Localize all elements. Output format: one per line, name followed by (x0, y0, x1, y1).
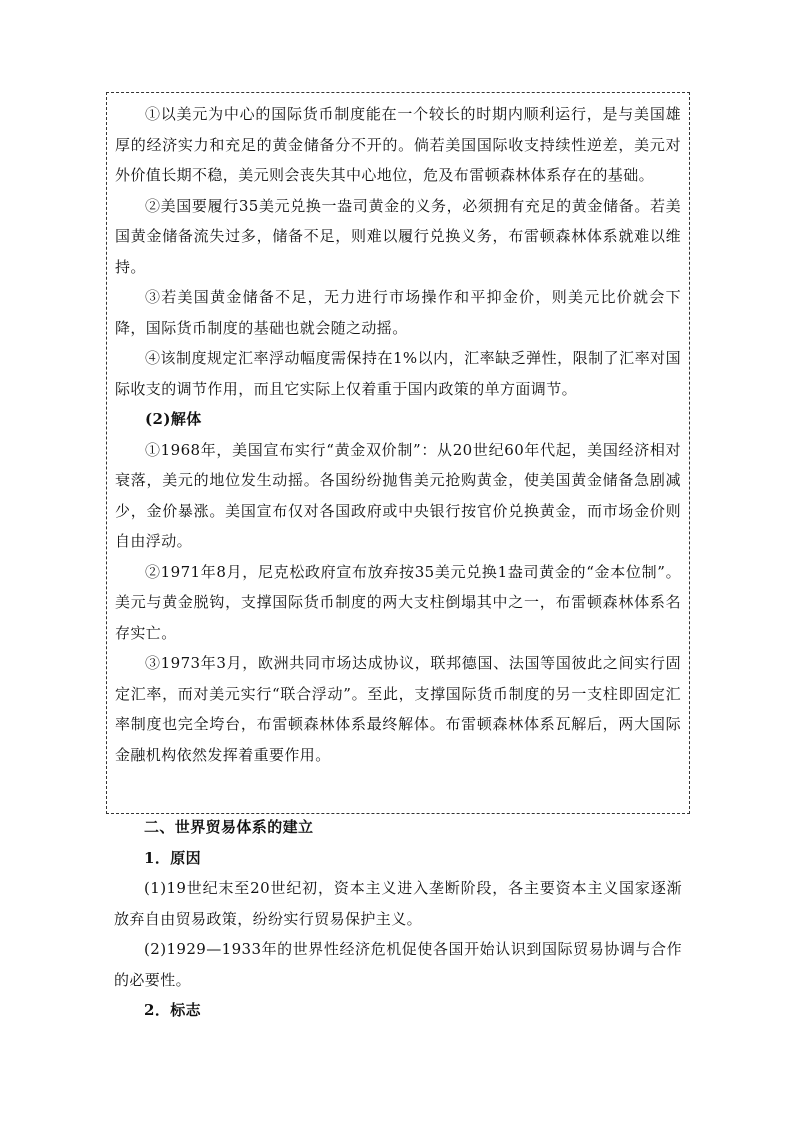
cause-paragraph-2: (2)1929—1933年的世界性经济危机促使各国开始认识到国际贸易协调与合作的必要性。 (114, 940, 682, 989)
box-paragraph-3: ③若美国黄金储备不足，无力进行市场操作和平抑金价，则美元比价就会下降，国际货币制度的基础也就会随之动摇。 (115, 288, 681, 337)
box-paragraph-4: ④该制度规定汇率浮动幅度需保持在1%以内，汇率缺乏弹性，限制了汇率对国际收支的调节作用，而且它实际上仅着重于国内政策的单方面调节。 (115, 349, 681, 398)
dashed-note-box (106, 92, 690, 814)
box-paragraph-5: ①1968年，美国宣布实行“黄金双价制”：从20世纪60年代起，美国经济相对衰落，美元的地位发生动摇。各国纷纷抛售美元抢购黄金，使美国黄金储备急剧减少，金价暴涨。美国宣布仅对各国政府或中央银行按官价兑换黄金，而市场金价则自由浮动。 (115, 440, 681, 550)
subheading-signs: 2．标志 (144, 1001, 202, 1019)
box-subheading-dissolution: (2)解体 (145, 410, 202, 428)
box-paragraph-7: ③1973年3月，欧洲共同市场达成协议，联邦德国、法国等国彼此之间实行固定汇率，而对美元实行“联合浮动”。至此，支撑国际货币制度的另一支柱即固定汇率制度也完全垮台，布雷顿森林体系最终解体。布雷顿森林体系瓦解后，两大国际金融机构依然发挥着重要作用。 (115, 654, 681, 764)
box-paragraph-6: ②1971年8月，尼克松政府宣布放弃按35美元兑换1盎司黄金的“金本位制”。美元与黄金脱钩，支撑国际货币制度的两大支柱倒塌其中之一，布雷顿森林体系名存实亡。 (115, 562, 681, 642)
box-paragraph-2: ②美国要履行35美元兑换一盎司黄金的义务，必须拥有充足的黄金储备。若美国黄金储备流失过多，储备不足，则难以履行兑换义务，布雷顿森林体系就难以维持。 (115, 196, 681, 276)
section-heading: 二、世界贸易体系的建立 (144, 818, 314, 836)
cause-paragraph-1: (1)19世纪末至20世纪初，资本主义进入垄断阶段，各主要资本主义国家逐渐放弃自由贸易政策，纷纷实行贸易保护主义。 (114, 879, 682, 928)
main-text-section (114, 812, 682, 1026)
box-paragraph-1: ①以美元为中心的国际货币制度能在一个较长的时期内顺利运行，是与美国雄厚的经济实力和充足的黄金储备分不开的。倘若美国国际收支持续性逆差，美元对外价值长期不稳，美元则会丧失其中心地位，危及布雷顿森林体系存在的基础。 (115, 105, 681, 184)
subheading-causes: 1．原因 (144, 848, 202, 867)
